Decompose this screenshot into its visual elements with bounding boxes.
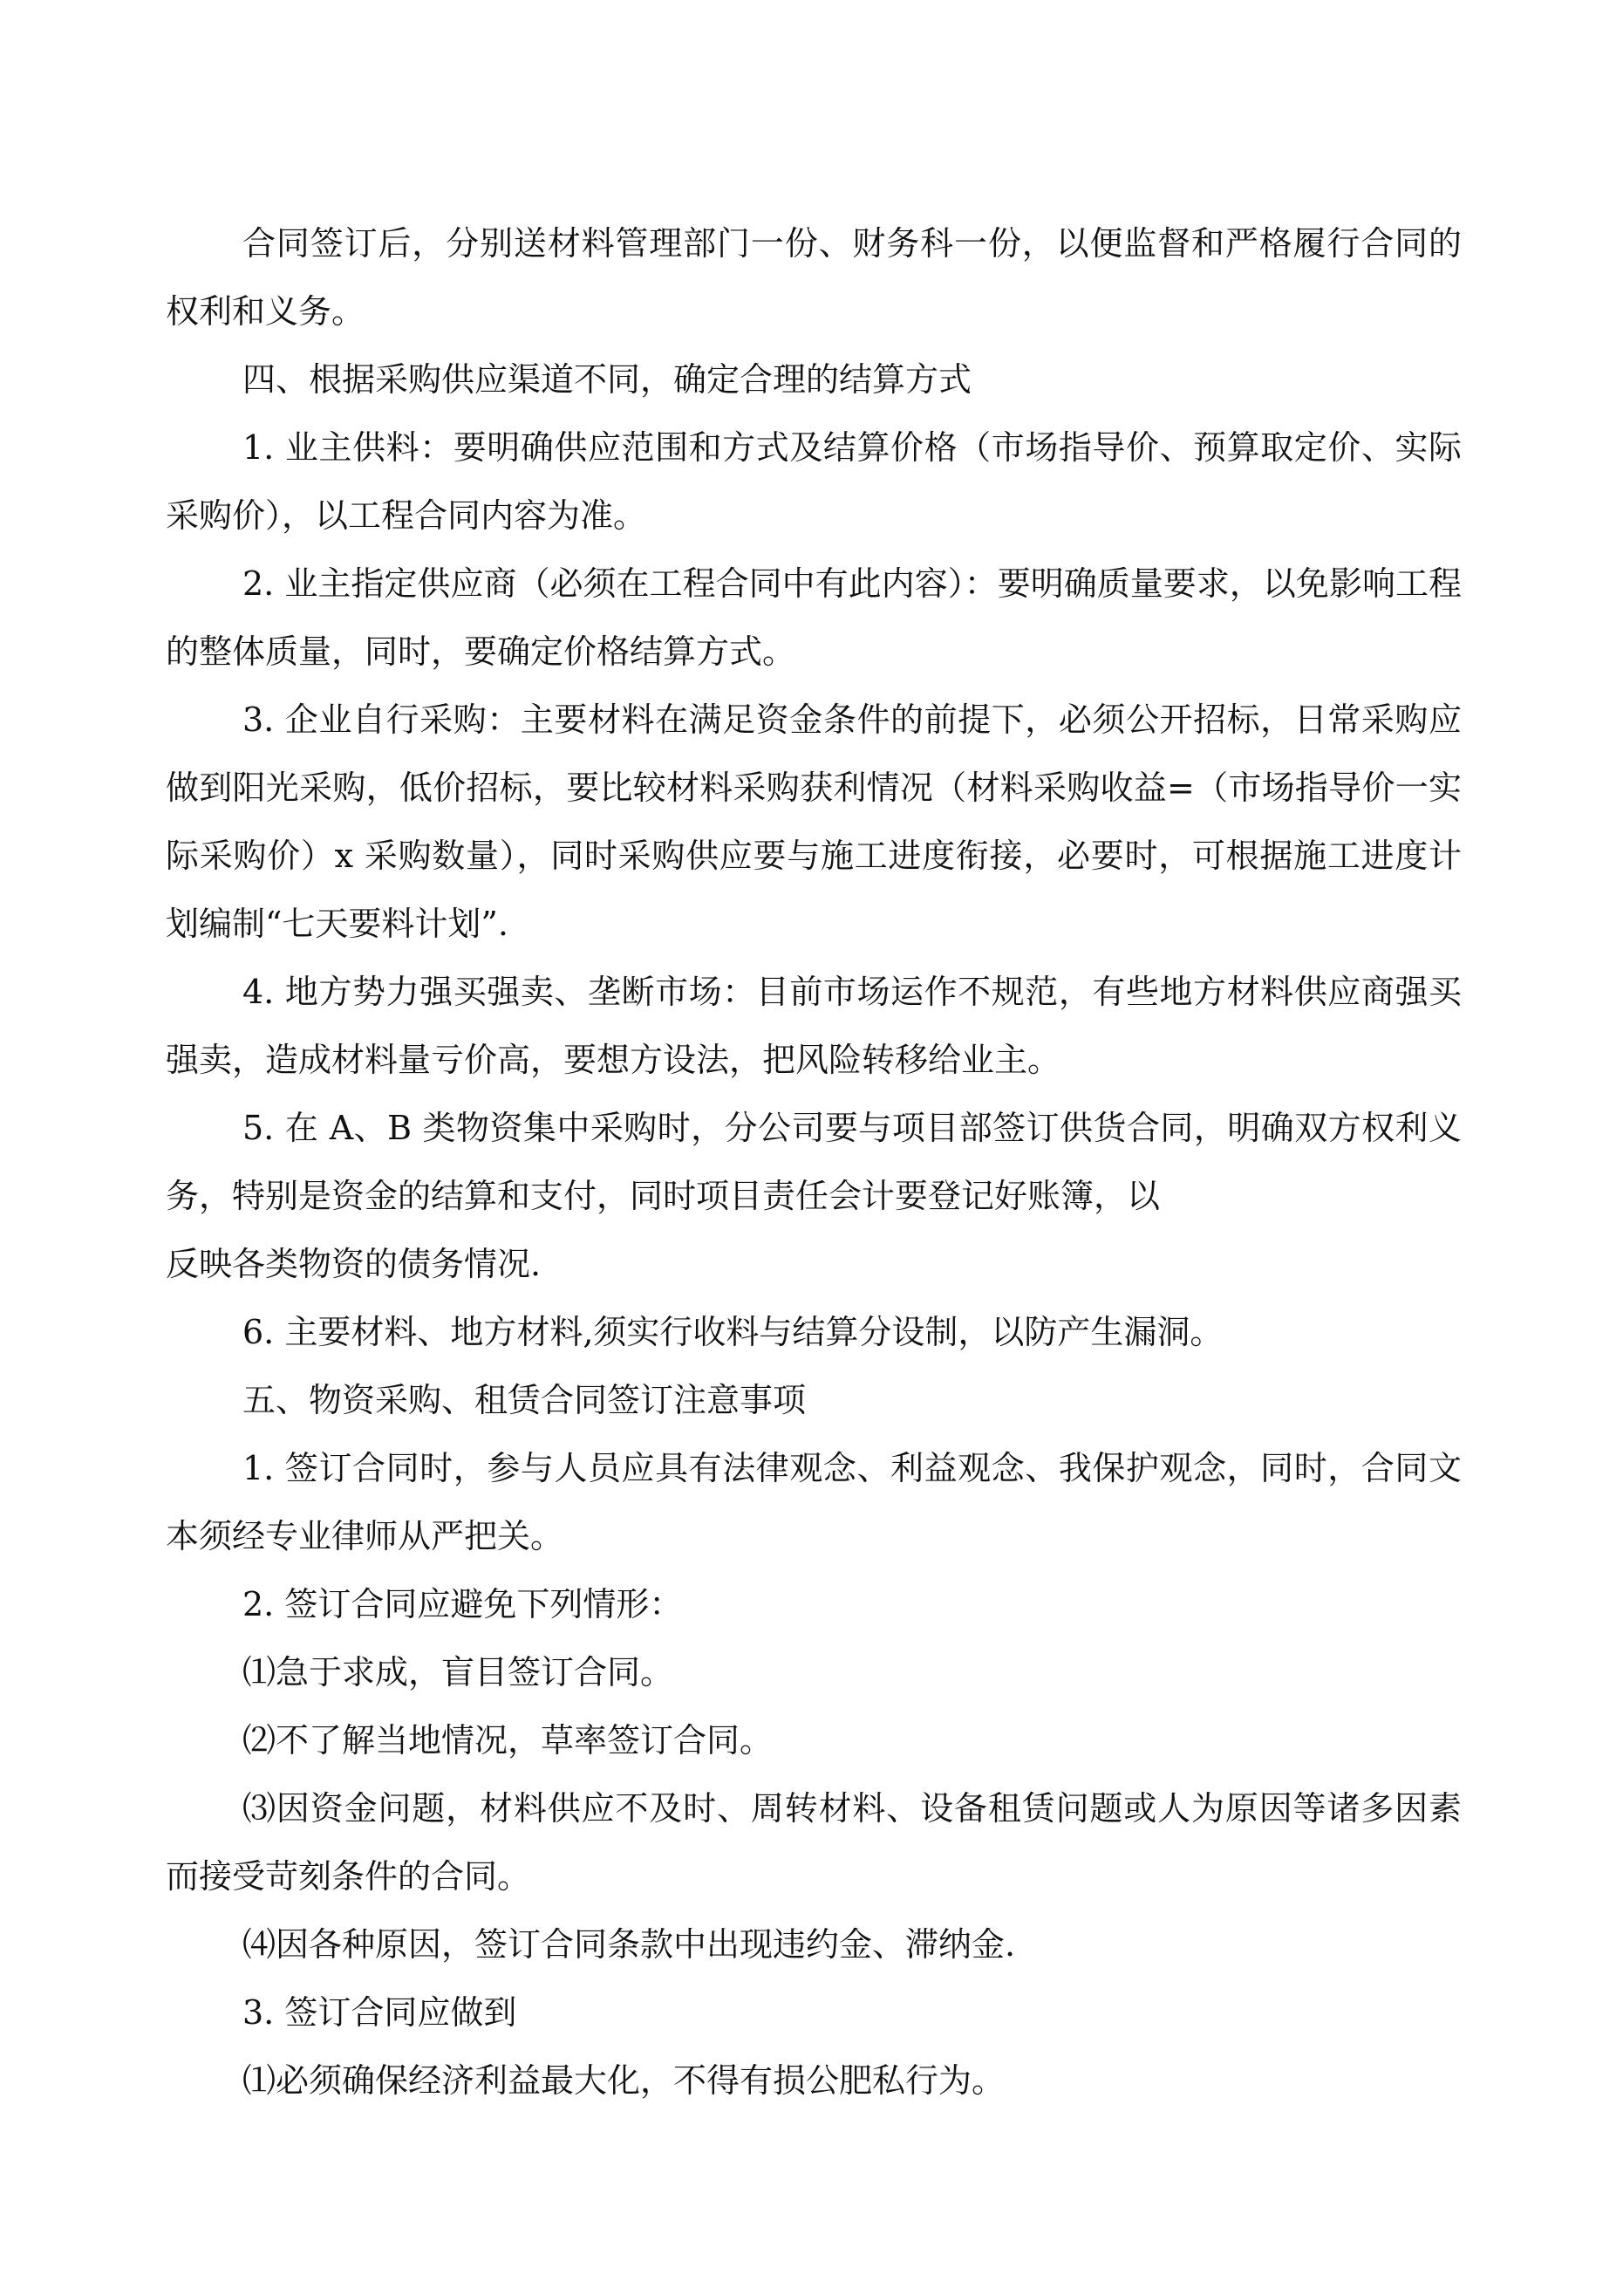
paragraph-owner-supply: 1. 业主供料：要明确供应范围和方式及结算价格（市场指导价、预算取定价、实际采购价），以工程合同内容为准。 — [166, 428, 1462, 535]
list-item-unfamiliar-local: ⑵不了解当地情况，草率签订合同。 — [242, 1721, 774, 1760]
document-body — [166, 209, 1462, 2115]
paragraph-contract-distribution: 合同签订后，分别送材料管理部门一份、财务科一份，以便监督和严格履行合同的权利和义务。 — [166, 224, 1462, 331]
paragraph-signing-awareness: 1. 签订合同时，参与人员应具有法律观念、利益观念、我保护观念，同时，合同文本须经专业律师从严把关。 — [166, 1449, 1462, 1555]
list-item-harsh-conditions: ⑶因资金问题，材料供应不及时、周转材料、设备租赁问题或人为原因等诸多因素而接受苛刻条件的合同。 — [166, 1789, 1462, 1896]
paragraph-main-materials: 6. 主要材料、地方材料,须实行收料与结算分设制，以防产生漏洞。 — [242, 1313, 1224, 1351]
paragraph-avoid-situations: 2. 签订合同应避免下列情形： — [242, 1585, 683, 1623]
paragraph-owner-designated-supplier: 2. 业主指定供应商（必须在工程合同中有此内容）：要明确质量要求，以免影响工程的整体质量，同时，要确定价格结算方式。 — [166, 564, 1462, 671]
list-item-hasty-signing: ⑴急于求成，盲目签订合同。 — [242, 1653, 674, 1691]
heading-section-four: 四、根据采购供应渠道不同，确定合理的结算方式 — [242, 360, 972, 399]
paragraph-self-procurement: 3. 企业自行采购：主要材料在满足资金条件的前提下，必须公开招标，日常采购应做到阳光采购，低价招标，要比较材料采购获利情况（材料采购收益=（市场指导价一实际采购价）x 采购数量），同时采购供应要与施工进度衔接，必要时，可根据施工进度计划编制“七天要料计划”. — [166, 700, 1462, 943]
list-item-maximize-benefit: ⑴必须确保经济利益最大化，不得有损公肥私行为。 — [242, 2061, 1006, 2100]
list-item-penalty-clauses: ⑷因各种原因，签订合同条款中出现违约金、滞纳金. — [242, 1925, 1016, 1964]
paragraph-centralized-procurement: 5. 在 A、B 类物资集中采购时，分公司要与项目部签订供货合同，明确双方权利义务，特别是资金的结算和支付，同时项目责任会计要登记好账簿，以 — [166, 1109, 1462, 1215]
paragraph-local-monopoly: 4. 地方势力强买强卖、垄断市场：目前市场运作不规范，有些地方材料供应商强买强卖，造成材料量亏价高，要想方设法，把风险转移给业主。 — [166, 973, 1462, 1079]
heading-section-five: 五、物资采购、租赁合同签订注意事项 — [242, 1381, 807, 1419]
paragraph-debt-reflection: 反映各类物资的债务情况. — [166, 1245, 542, 1283]
paragraph-should-do: 3. 签订合同应做到 — [242, 1993, 517, 2032]
